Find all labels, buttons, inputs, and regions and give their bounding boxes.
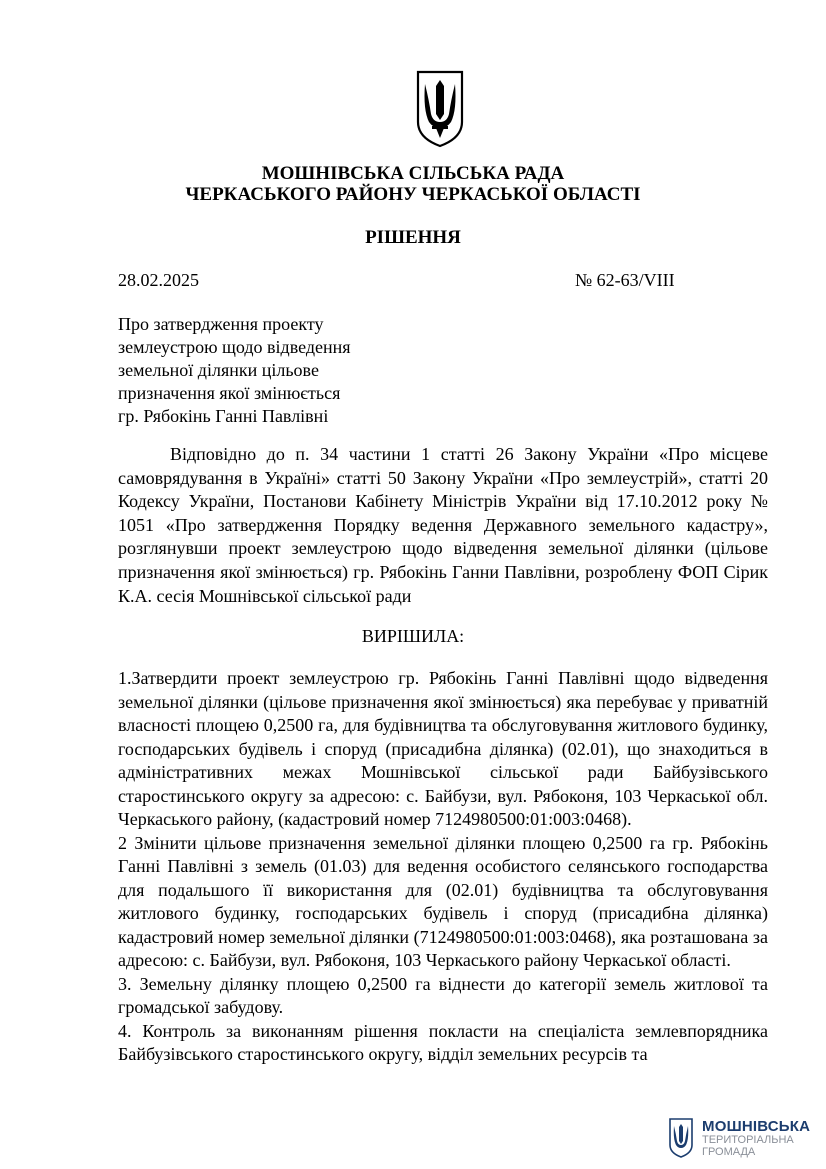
resolution-item: 4. Контроль за виконанням рішення покласти на спеціаліста землевпорядника Байбузівського старостинського округу, відділ земельних ресурсів та: [118, 1020, 768, 1064]
community-logo: [668, 1118, 811, 1162]
logo-title: МОШНІВСЬКА: [702, 1118, 811, 1135]
document-title: РІШЕННЯ: [365, 227, 461, 248]
resolution-item: 1.Затвердити проект землеустрою гр. Рябокінь Ганні Павлівні щодо відведення земельної ділянки (цільове призначення якої змінюється) яка перебуває у приватній власності площею 0,2500 га, для будівництва та обслуговування житлового будинку, господарських будівель і споруд (присадибна ділянка) (02.01), що знаходиться в адміністративних межах Мошнівської сільської ради Байбузівського старостинського округу за адресою: с. Байбузи, вул. Рябоконя, 103 Черкаської обл. Черкаського району, (кадастровий номер 7124980500:01:003:0468).: [118, 668, 768, 829]
logo-subtitle: ГРОМАДА: [702, 1146, 756, 1158]
subject-line: призначення якої змінюється: [118, 383, 341, 403]
trident-coat-of-arms-icon: [415, 70, 465, 148]
resolution-items: [118, 667, 768, 1067]
subject-line: землеустрою щодо відведення: [118, 337, 351, 357]
subject-line: земельної ділянки цільове: [118, 360, 319, 380]
council-name: МОШНІВСЬКА СІЛЬСЬКА РАДА: [261, 163, 565, 184]
preamble: [118, 443, 768, 608]
resolution-item: 2 Змінити цільове призначення земельної ділянки площею 0,2500 га гр. Рябокінь Ганні Павлівні з земель (01.03) для ведення особистого селянського господарства для подальшого її використання для (02.01) будівництва та обслуговування житлового будинку, господарських будівель і споруд (присадибна ділянка) кадастровий номер земельної ділянки (7124980500:01:003:0468), яка розташована за адресою: с. Байбузи, вул. Рябоконя, 103 Черкаського району Черкаської області.: [118, 832, 768, 970]
subject-line: гр. Рябокінь Ганні Павлівні: [118, 406, 329, 426]
preamble-text: Відповідно до п. 34 частини 1 статті 26 Закону України «Про місцеве самоврядування в Україні» статті 50 Закону України «Про землеустрій», статті 20 Кодексу України, Постанови Кабінету Міністрів України від 17.10.2012 року № 1051 «Про затвердження Порядку ведення Державного земельного кадастру», розглянувши проект землеустрою щодо відведення земельної ділянки (цільове призначення якої змінюється) гр. Рябокінь Ганни Павлівни, розроблену ФОП Сірик К.А. сесія Мошнівської сільської ради: [118, 444, 768, 606]
document-date: 28.02.2025: [118, 270, 199, 290]
document-subject: [118, 313, 408, 428]
subject-line: Про затвердження проекту: [118, 314, 324, 334]
council-region: ЧЕРКАСЬКОГО РАЙОНУ ЧЕРКАСЬКОЇ ОБЛАСТІ: [185, 184, 641, 205]
document-number: № 62-63/VIII: [575, 270, 675, 290]
logo-subtitle: ТЕРИТОРІАЛЬНА: [702, 1134, 794, 1146]
resolution-item: 3. Земельну ділянку площею 0,2500 га віднести до категорії земель житлової та громадської забудову.: [118, 973, 768, 1017]
trident-logo-icon: [668, 1118, 694, 1158]
resolve-heading: ВИРІШИЛА:: [361, 626, 465, 646]
